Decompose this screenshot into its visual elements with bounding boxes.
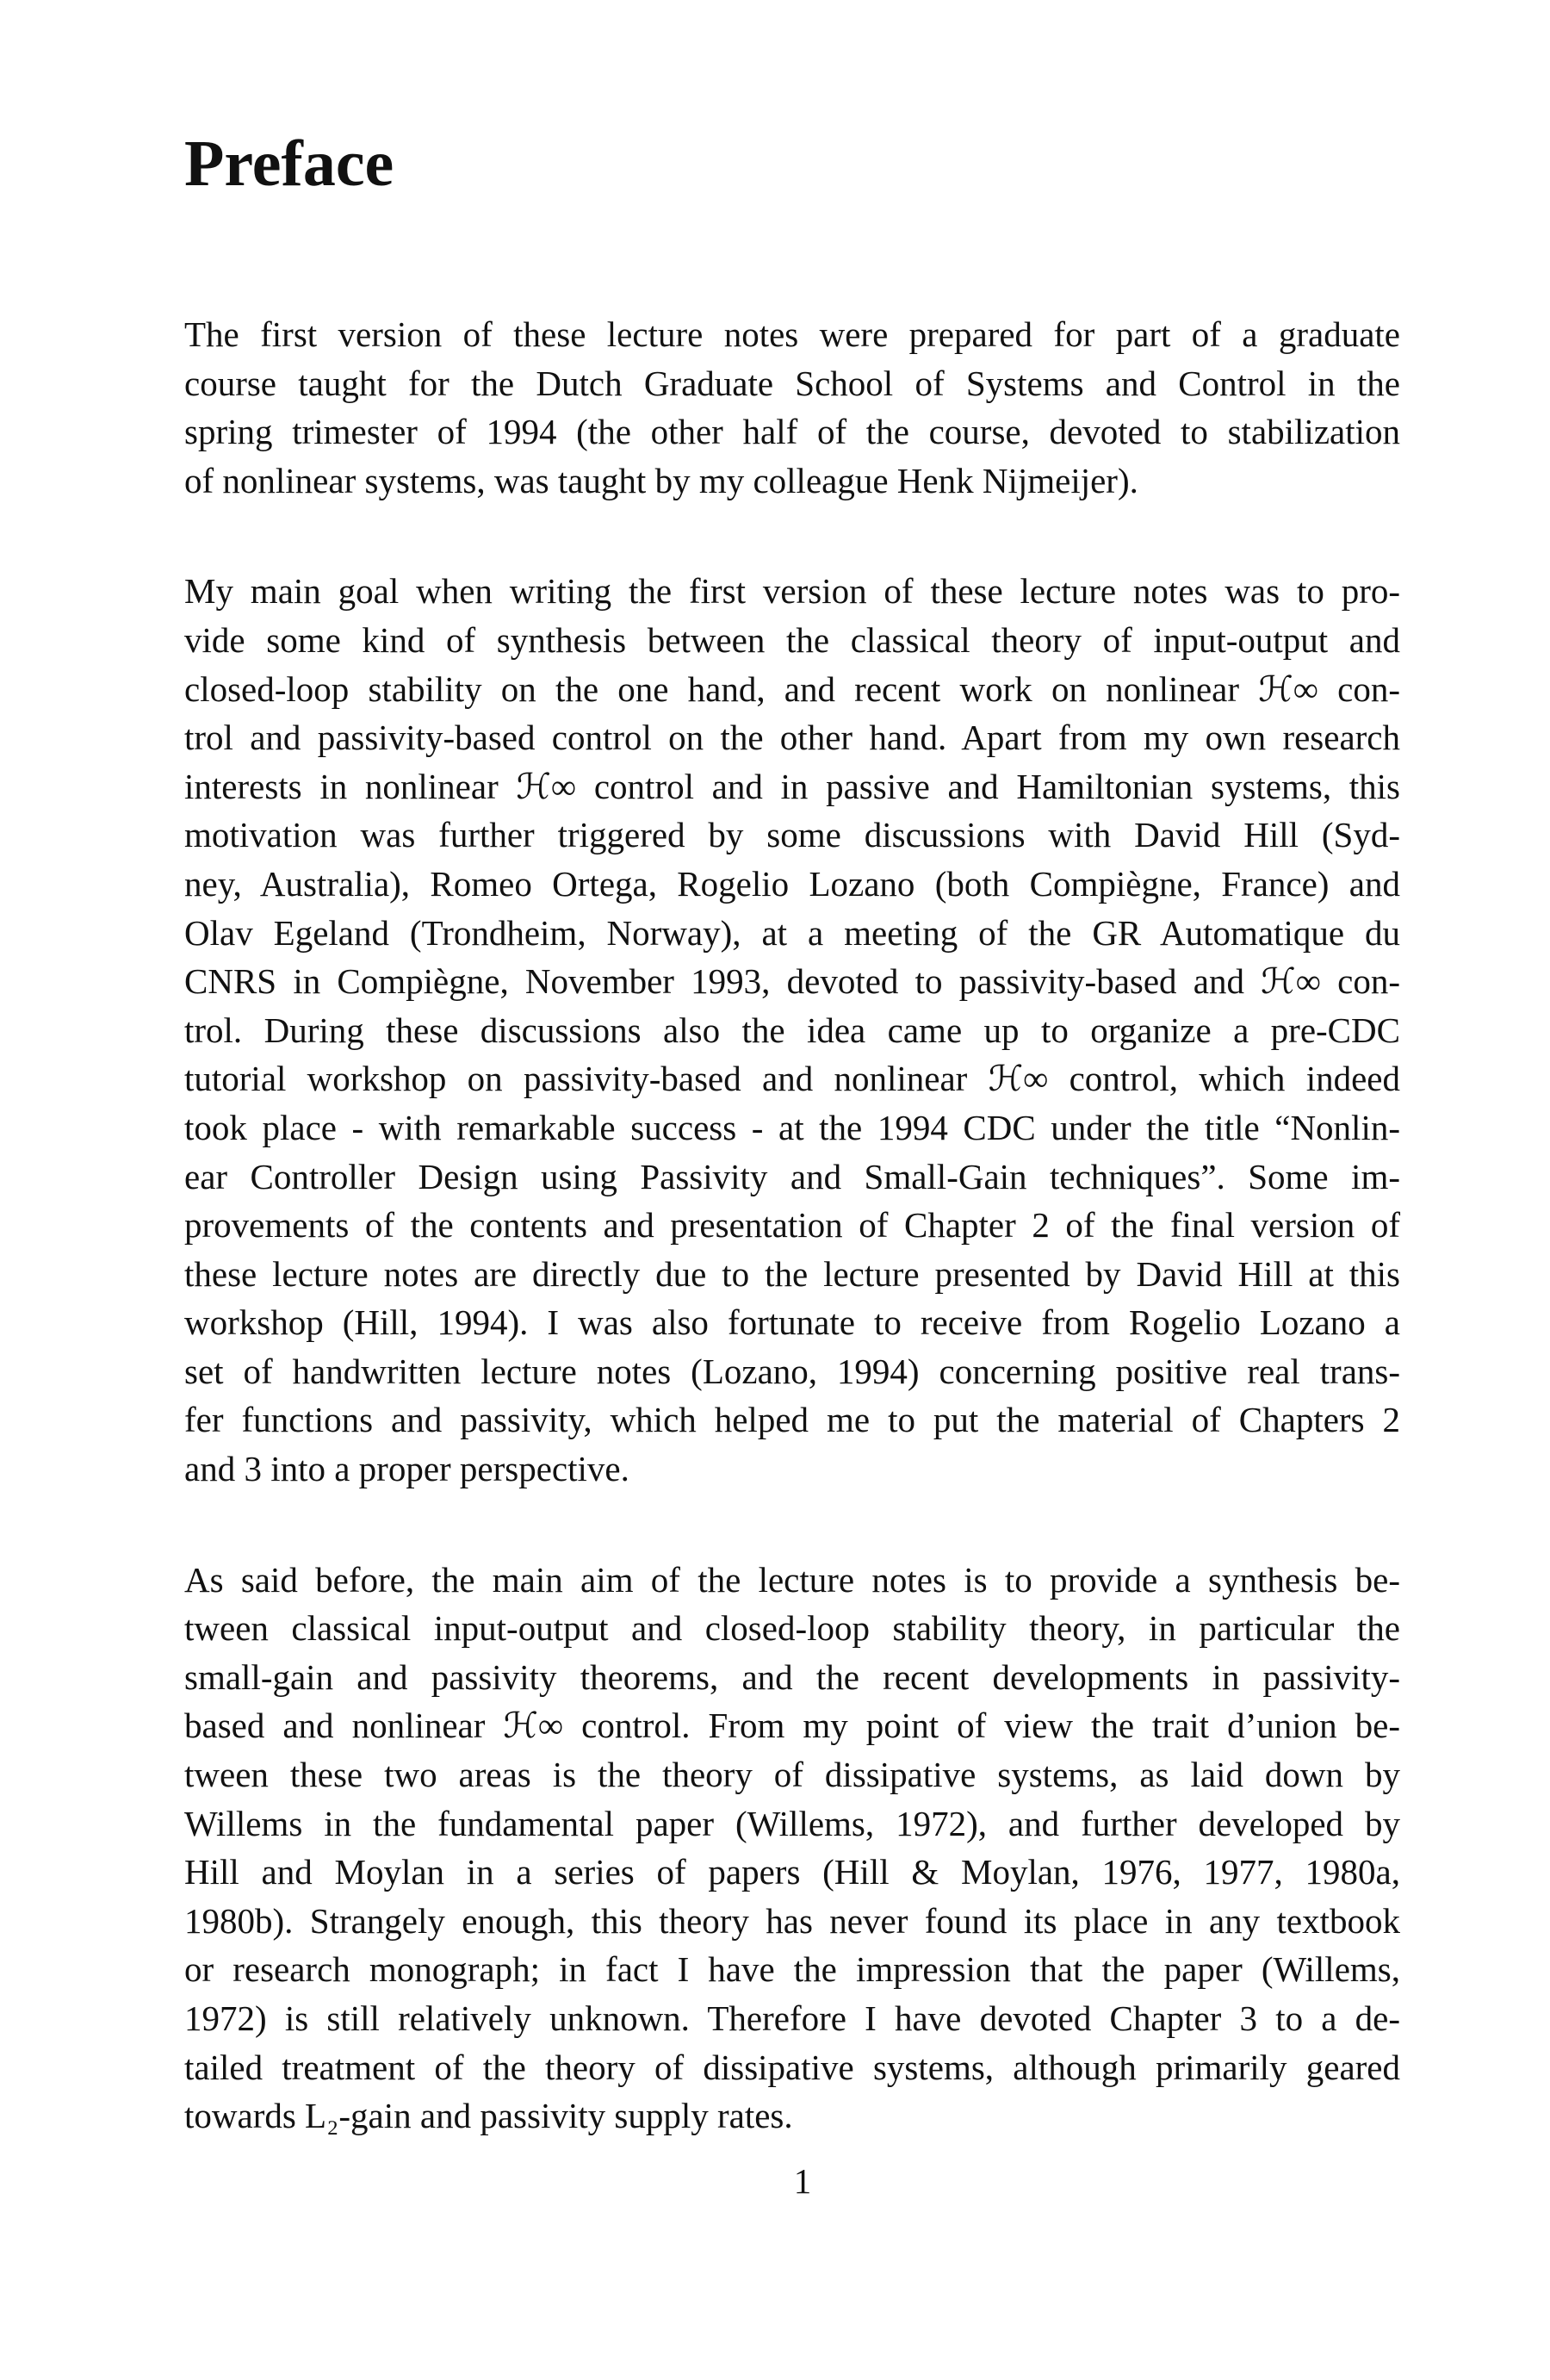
text-line: motivation was further triggered by some discussions with David Hill (Syd- [184, 815, 1400, 855]
preface-body [184, 310, 1400, 2203]
text-line: spring trimester of 1994 (the other half of the course, devoted to stabilization [184, 412, 1400, 452]
text-line: Hill and Moylan in a series of papers (Hill & Moylan, 1976, 1977, 1980a, [184, 1852, 1400, 1892]
text-line: based and nonlinear ℋ∞ control. From my point of view the trait d’union be- [184, 1706, 1400, 1746]
text-line: course taught for the Dutch Graduate School of Systems and Control in the [184, 363, 1400, 403]
paragraph [184, 310, 1400, 505]
paragraph [184, 1556, 1400, 2141]
text-line: or research monograph; in fact I have the impression that the paper (Willems, [184, 1949, 1400, 1990]
text-line: took place - with remarkable success - at the 1994 CDC under the title “Nonlin- [184, 1107, 1400, 1147]
text-line: of nonlinear systems, was taught by my colleague Henk Nijmeijer). [184, 460, 1138, 500]
text-line: trol and passivity-based control on the other hand. Apart from my own research [184, 718, 1400, 758]
paragraph [184, 567, 1400, 1493]
text-line: fer functions and passivity, which helped me to put the material of Chapters 2 [184, 1400, 1400, 1440]
text-line: ear Controller Design using Passivity and Small-Gain techniques”. Some im- [184, 1156, 1400, 1196]
text-line: tailed treatment of the theory of dissipative systems, although primarily geared [184, 2047, 1400, 2087]
text-line: and 3 into a proper perspective. [184, 1449, 629, 1489]
text-line: The first version of these lecture notes were prepared for part of a graduate [184, 314, 1400, 354]
text-line: tutorial workshop on passivity-based and nonlinear ℋ∞ control, which indeed [184, 1059, 1400, 1099]
text-line: Willems in the fundamental paper (Willems, 1972), and further developed by [184, 1803, 1400, 1843]
text-line: set of handwritten lecture notes (Lozano, 1994) concerning positive real trans- [184, 1351, 1400, 1391]
text-line: 1972) is still relatively unknown. Therefore I have devoted Chapter 3 to a de- [184, 1998, 1400, 2038]
text-line: tween classical input-output and closed-loop stability theory, in particular the [184, 1608, 1400, 1649]
text-line: Olav Egeland (Trondheim, Norway), at a meeting of the GR Automatique du [184, 912, 1400, 953]
text-line: As said before, the main aim of the lecture notes is to provide a synthesis be- [184, 1559, 1400, 1600]
text-line: tween these two areas is the theory of dissipative systems, as laid down by [184, 1755, 1400, 1795]
text-line: towards L₂-gain and passivity supply rates. [184, 2096, 793, 2136]
text-line: 1980b). Strangely enough, this theory has never found its place in any textbook [184, 1900, 1400, 1941]
text-line: vide some kind of synthesis between the classical theory of input-output and [184, 619, 1400, 660]
text-line: small-gain and passivity theorems, and the recent developments in passivity- [184, 1656, 1400, 1697]
text-line: workshop (Hill, 1994). I was also fortunate to receive from Rogelio Lozano a [184, 1302, 1400, 1343]
text-line: provements of the contents and presentation of Chapter 2 of the final version of [184, 1205, 1400, 1246]
text-line: trol. During these discussions also the idea came up to organize a pre-CDC [184, 1010, 1400, 1050]
page-number: 1 [793, 2161, 812, 2201]
page-title: Preface [184, 127, 394, 200]
text-line: ney, Australia), Romeo Ortega, Rogelio Lozano (both Compiègne, France) and [184, 863, 1400, 904]
text-line: interests in nonlinear ℋ∞ control and in passive and Hamiltonian systems, this [184, 766, 1400, 806]
text-line: these lecture notes are directly due to the lecture presented by David Hill at this [184, 1253, 1400, 1294]
text-line: closed-loop stability on the one hand, and recent work on nonlinear ℋ∞ con- [184, 668, 1400, 709]
text-line: My main goal when writing the first version of these lecture notes was to pro- [184, 571, 1400, 612]
text-line: CNRS in Compiègne, November 1993, devoted to passivity-based and ℋ∞ con- [184, 961, 1400, 1002]
